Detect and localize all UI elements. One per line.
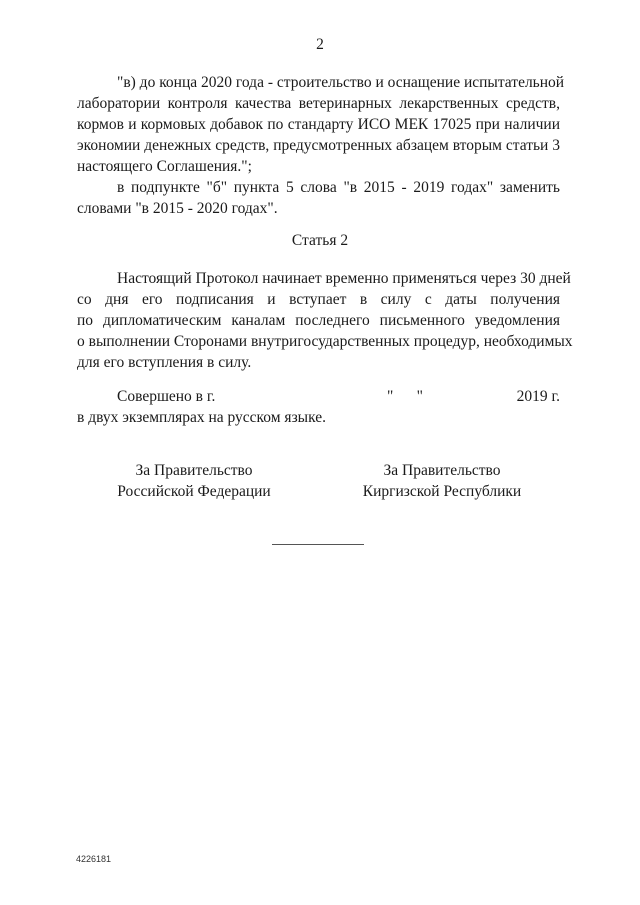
text-line: о выполнении Сторонами внутригосударственных процедур, необходимых bbox=[77, 333, 573, 350]
paragraph-entry-into-force bbox=[77, 268, 573, 373]
year-text: 2019 г. bbox=[516, 388, 560, 405]
signature-block-kyrgyzstan bbox=[332, 460, 552, 502]
text-line: кормов и кормовых добавок по стандарту ИСО МЕК 17025 при наличии bbox=[77, 116, 560, 133]
text-line: Настоящий Протокол начинает временно применяться через 30 дней bbox=[117, 270, 571, 287]
text-line: словами "в 2015 - 2020 годах". bbox=[77, 200, 278, 217]
text-line: лаборатории контроля качества ветеринарных лекарственных средств, bbox=[77, 95, 560, 112]
text-line: в двух экземплярах на русском языке. bbox=[77, 409, 326, 426]
signature-line: Киргизской Республики bbox=[362, 483, 522, 500]
done-at-line bbox=[77, 386, 560, 407]
text-line: "в) до конца 2020 года - строительство и оснащение испытательной bbox=[117, 74, 565, 91]
signature-line: За Правительство bbox=[135, 462, 253, 479]
done-at-prefix: Совершено в г. bbox=[117, 388, 216, 405]
date-quotes: " " bbox=[387, 388, 423, 405]
text-line: настоящего Соглашения."; bbox=[77, 158, 252, 175]
text-line: в подпункте "б" пункта 5 слова "в 2015 - 2019 годах" заменить bbox=[117, 179, 560, 196]
signature-block-russia bbox=[84, 460, 304, 502]
document-code: 4226181 bbox=[76, 854, 112, 864]
text-line: со дня его подписания и вступает в силу с даты получения bbox=[77, 291, 560, 308]
text-line: экономии денежных средств, предусмотренных абзацем вторым статьи 3 bbox=[77, 137, 560, 154]
paragraph-amendment-b bbox=[77, 177, 560, 219]
page-number: 2 bbox=[316, 36, 324, 53]
text-line: для его вступления в силу. bbox=[77, 354, 252, 371]
paragraph-amendment-v bbox=[77, 72, 565, 177]
copies-note bbox=[77, 407, 560, 428]
signature-line: Российской Федерации bbox=[117, 483, 271, 500]
closing-rule bbox=[272, 544, 364, 545]
signature-line: За Правительство bbox=[383, 462, 501, 479]
article-heading: Статья 2 bbox=[291, 232, 349, 249]
text-line: по дипломатическим каналам последнего письменного уведомления bbox=[77, 312, 560, 329]
